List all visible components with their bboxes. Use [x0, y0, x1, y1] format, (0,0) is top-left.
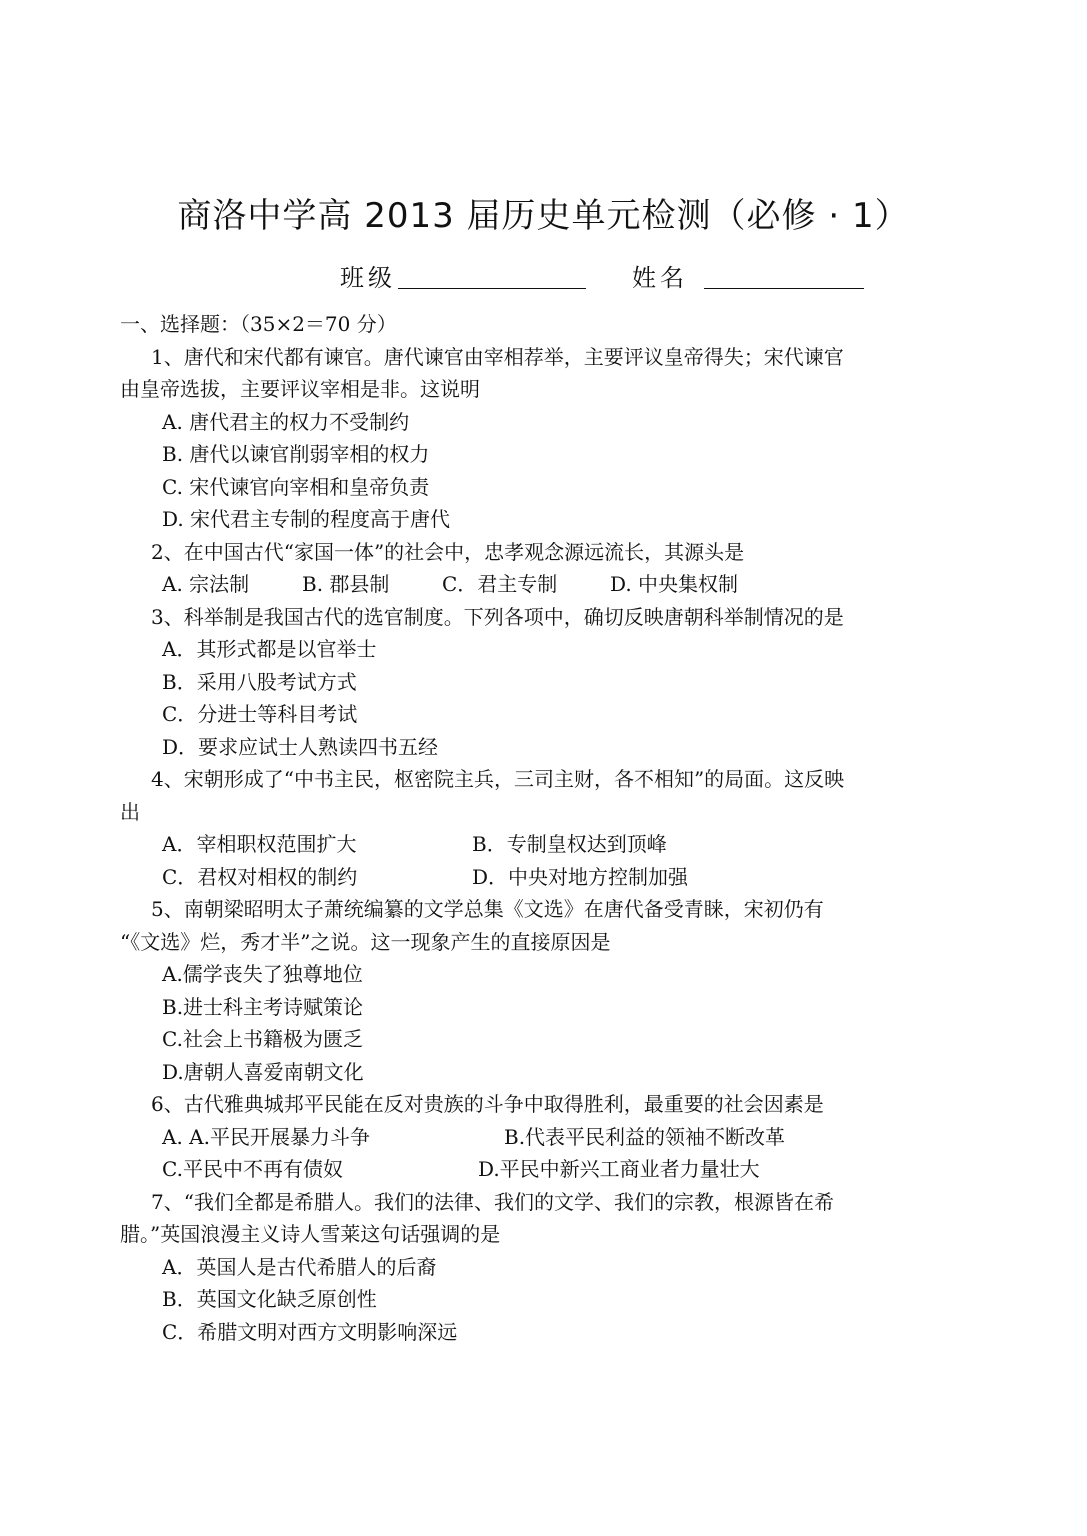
- question-4: [120, 763, 920, 893]
- option-b: B．专制皇权达到顶峰: [472, 832, 667, 856]
- question-stem: 出: [120, 799, 140, 824]
- options-row: [120, 568, 920, 601]
- option-b: B. 唐代以谏官削弱宰相的权力: [162, 442, 430, 466]
- student-info-row: [0, 258, 1087, 298]
- page-title: 商洛中学高 2013 届历史单元检测（必修 · 1）: [177, 196, 910, 236]
- options-row: [120, 1121, 920, 1154]
- option-a: A. 唐代君主的权力不受制约: [162, 409, 410, 434]
- option-b: B.代表平民利益的领袖不断改革: [504, 1124, 786, 1149]
- option-c: C．君权对相权的制约: [162, 864, 358, 889]
- option-c: C. 宋代谏官向宰相和皇帝负责: [162, 474, 430, 499]
- options-row: [120, 828, 920, 861]
- option-d: D．中央对地方控制加强: [472, 864, 689, 889]
- question-stem: 2、在中国古代“家国一体”的社会中，忠孝观念源远流长，其源头是: [151, 539, 745, 564]
- option-b: B．英国文化缺乏原创性: [162, 1287, 377, 1311]
- option-a: A．英国人是古代希腊人的后裔: [162, 1254, 437, 1279]
- question-stem: 1、唐代和宋代都有谏官。唐代谏官由宰相荐举，主要评议皇帝得失；宋代谏官: [151, 344, 844, 369]
- option-b: B.进士科主考诗赋策论: [162, 994, 364, 1019]
- question-stem: 5、南朝梁昭明太子萧统编纂的文学总集《文选》在唐代备受青睐，宋初仍有: [151, 897, 824, 921]
- option-c: C．君主专制: [442, 572, 558, 596]
- question-stem: 7、“我们全都是希腊人。我们的法律、我们的文学、我们的宗教，根源皆在希: [151, 1189, 834, 1214]
- question-5: [120, 893, 920, 1088]
- name-blank: [704, 288, 864, 289]
- option-d: D．要求应试士人熟读四书五经: [162, 734, 439, 759]
- question-stem: 由皇帝选拔，主要评议宰相是非。这说明: [120, 377, 480, 401]
- option-b: B. 郡县制: [302, 572, 390, 596]
- question-stem: “《文选》烂，秀才半”之说。这一现象产生的直接原因是: [120, 929, 611, 954]
- question-section: [120, 308, 920, 1348]
- question-6: [120, 1088, 920, 1186]
- option-d: D.唐朝人喜爱南朝文化: [162, 1059, 364, 1084]
- option-d: D. 宋代君主专制的程度高于唐代: [162, 507, 451, 531]
- option-d: D. 中央集权制: [610, 572, 739, 596]
- question-2: [120, 536, 920, 601]
- option-a: A.儒学丧失了独尊地位: [162, 962, 363, 986]
- option-a: A．其形式都是以官举士: [162, 637, 377, 661]
- class-blank: [398, 288, 586, 289]
- question-stem: 6、古代雅典城邦平民能在反对贵族的斗争中取得胜利，最重要的社会因素是: [151, 1092, 824, 1116]
- section-heading: 一、选择题：（35×2＝70 分）: [120, 312, 397, 336]
- name-label: 姓名: [632, 264, 688, 292]
- question-3: [120, 601, 920, 764]
- question-7: [120, 1186, 920, 1349]
- option-a: A. 宗法制: [162, 572, 250, 596]
- option-c: C．分进士等科目考试: [162, 702, 358, 726]
- question-stem: 腊。”英国浪漫主义诗人雪莱这句话强调的是: [120, 1222, 501, 1246]
- options-row: [120, 1153, 920, 1186]
- question-stem: 3、科举制是我国古代的选官制度。下列各项中，确切反映唐朝科举制情况的是: [151, 604, 844, 629]
- option-b: B．采用八股考试方式: [162, 669, 357, 694]
- options-row: [120, 861, 920, 894]
- option-c: C.平民中不再有债奴: [162, 1157, 343, 1181]
- option-d: D.平民中新兴工商业者力量壮大: [478, 1157, 760, 1181]
- class-label: 班级: [340, 264, 396, 292]
- option-c: C．希腊文明对西方文明影响深远: [162, 1319, 458, 1344]
- option-a: A. A.平民开展暴力斗争: [162, 1124, 370, 1149]
- option-c: C.社会上书籍极为匮乏: [162, 1027, 363, 1051]
- option-a: A．宰相职权范围扩大: [162, 832, 357, 856]
- question-1: [120, 341, 920, 536]
- question-stem: 4、宋朝形成了“中书主民，枢密院主兵，三司主财，各不相知”的局面。这反映: [151, 767, 845, 791]
